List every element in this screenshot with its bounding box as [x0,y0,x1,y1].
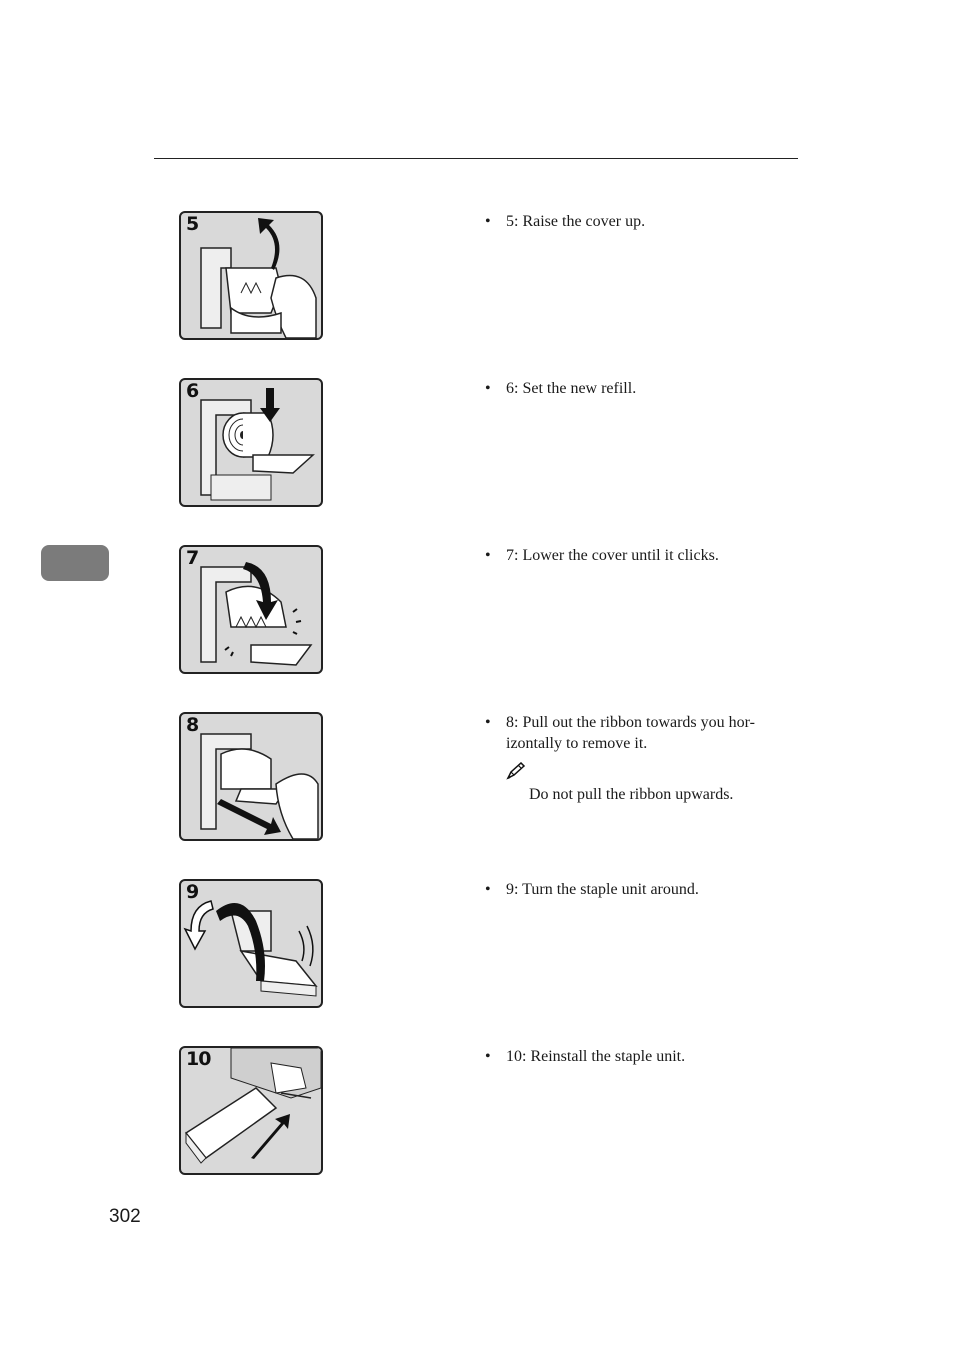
step-6-illustration [179,378,323,507]
step-9-illustration [179,879,323,1008]
step-7: 7 • 7: Lower the cover until it clicks. [0,545,954,675]
step-8-illustration [179,712,323,841]
note-pencil-icon [506,762,526,785]
pull-ribbon-drawing [181,714,321,839]
step-10: 10 • 10: Reinstall the staple unit. [0,1046,954,1176]
step-9: 9 • 9: Turn the staple unit around. [0,879,954,1009]
step-5: 5 • 5: Raise the cover up. [0,211,954,341]
step-10-illustration [179,1046,323,1175]
turn-unit-drawing [181,881,321,1006]
step-6: 6 • 6: Set the new refill. [0,378,954,508]
lower-cover-drawing [181,547,321,672]
step-number: 8 [186,714,199,736]
step-number: 7 [186,547,199,569]
step-number: 5 [186,213,199,235]
step-8: 8 • 8: Pull out the ribbon towards you hor-izontally to remove it. [0,712,954,842]
note-text: Do not pull the ribbon upwards. [529,786,734,803]
page-number: 302 [109,1206,141,1227]
set-refill-drawing [181,380,321,505]
step-number: 6 [186,380,199,402]
header-rule [154,158,798,159]
step-number: 10 [186,1048,211,1070]
step-5-illustration [179,211,323,340]
step-7-illustration [179,545,323,674]
raise-cover-drawing [181,213,321,338]
step-number: 9 [186,881,199,903]
